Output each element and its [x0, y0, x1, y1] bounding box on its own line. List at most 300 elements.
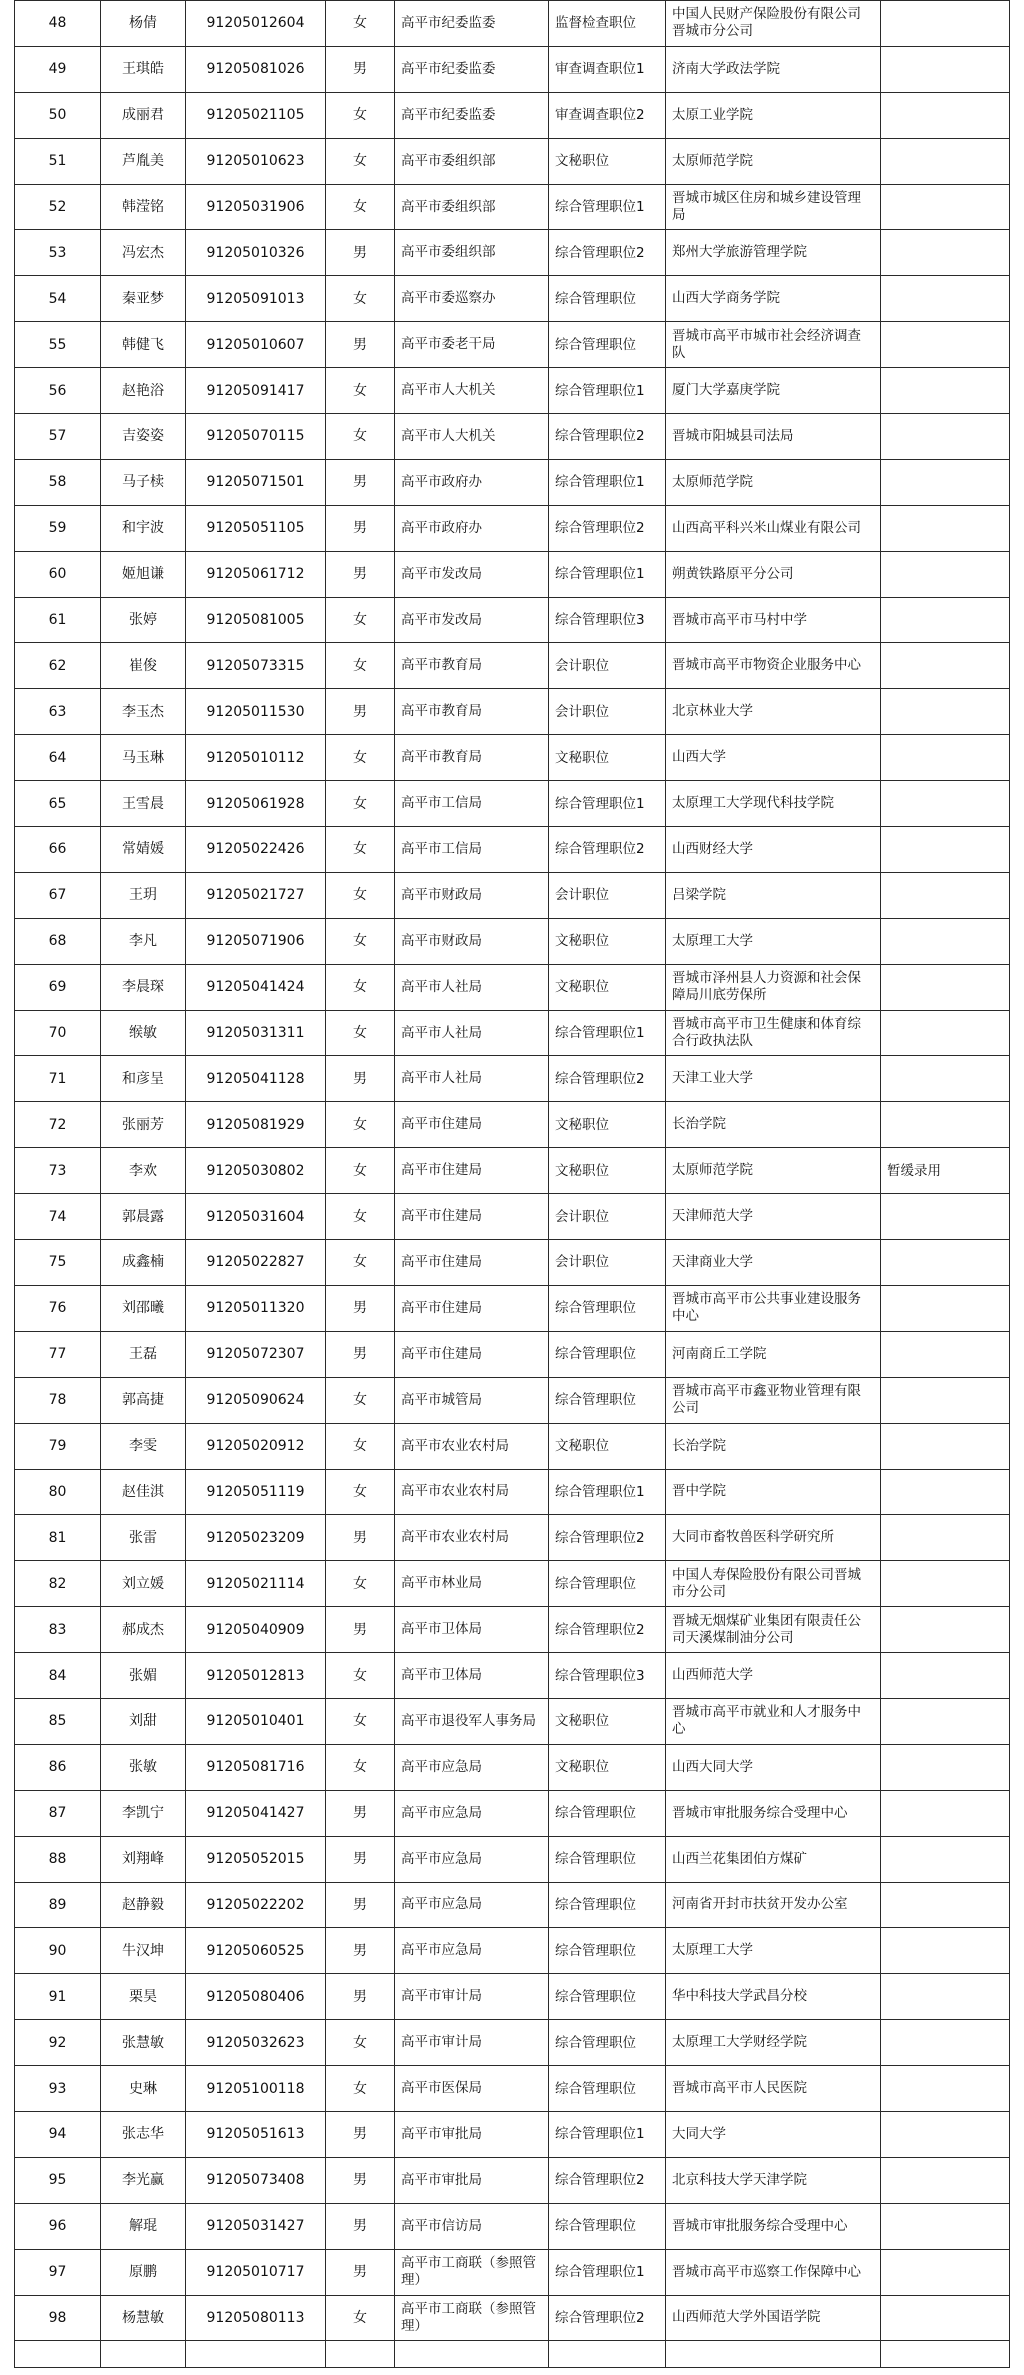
- table-row: [15, 2111, 1010, 2157]
- row-number-cell: 92: [15, 2020, 101, 2066]
- school-cell: 北京科技大学天津学院: [666, 2157, 881, 2203]
- table-row: [15, 1974, 1010, 2020]
- table-row: [15, 1423, 1010, 1469]
- school-cell: 山西师范大学: [666, 1653, 881, 1699]
- position-cell: 综合管理职位1: [549, 459, 666, 505]
- unit-cell: 高平市应急局: [395, 1882, 549, 1928]
- unit-cell: 高平市应急局: [395, 1744, 549, 1790]
- unit-cell: 高平市教育局: [395, 735, 549, 781]
- note-cell: [881, 1607, 1010, 1653]
- row-number-cell: 83: [15, 1607, 101, 1653]
- unit-cell: 高平市工商联（参照管理）: [395, 2295, 549, 2341]
- name-cell: 张敏: [101, 1744, 186, 1790]
- table-row: [15, 597, 1010, 643]
- unit-cell: 高平市审批局: [395, 2111, 549, 2157]
- school-cell: 中国人寿保险股份有限公司晋城市分公司: [666, 1561, 881, 1607]
- school-cell: 太原工业学院: [666, 92, 881, 138]
- gender-cell: 女: [326, 827, 395, 873]
- position-cell: 综合管理职位: [549, 1561, 666, 1607]
- row-number-cell: 91: [15, 1974, 101, 2020]
- table-row: [15, 735, 1010, 781]
- school-cell: 中国人民财产保险股份有限公司晋城市分公司: [666, 1, 881, 47]
- exam-id-cell: 91205012604: [186, 1, 326, 47]
- row-number-cell: 64: [15, 735, 101, 781]
- position-cell: 综合管理职位: [549, 1974, 666, 2020]
- unit-cell: 高平市委巡察办: [395, 276, 549, 322]
- position-cell: 文秘职位: [549, 918, 666, 964]
- exam-id-cell: 91205010717: [186, 2249, 326, 2295]
- name-cell: 成丽君: [101, 92, 186, 138]
- gender-cell: 女: [326, 1, 395, 47]
- exam-id-cell: 91205021105: [186, 92, 326, 138]
- table-row: [15, 1653, 1010, 1699]
- note-cell: [881, 689, 1010, 735]
- gender-cell: 女: [326, 2020, 395, 2066]
- gender-cell: 女: [326, 781, 395, 827]
- name-cell: 张雷: [101, 1515, 186, 1561]
- name-cell: 李凯宁: [101, 1790, 186, 1836]
- school-cell: 晋城市高平市巡察工作保障中心: [666, 2249, 881, 2295]
- school-cell: 晋城市高平市就业和人才服务中心: [666, 1698, 881, 1744]
- name-cell: 杨慧敏: [101, 2295, 186, 2341]
- position-cell: 会计职位: [549, 1240, 666, 1286]
- name-cell: 牛汉坤: [101, 1928, 186, 1974]
- name-cell: 常婧媛: [101, 827, 186, 873]
- name-cell: 刘立媛: [101, 1561, 186, 1607]
- exam-id-cell: 91205031427: [186, 2203, 326, 2249]
- note-cell: [881, 2020, 1010, 2066]
- note-cell: [881, 92, 1010, 138]
- row-number-cell: 61: [15, 597, 101, 643]
- table-row: [15, 322, 1010, 368]
- unit-cell: 高平市工商联（参照管理）: [395, 2249, 549, 2295]
- school-cell: 北京林业大学: [666, 689, 881, 735]
- school-cell: 晋城市高平市人民医院: [666, 2066, 881, 2112]
- row-number-cell: 75: [15, 1240, 101, 1286]
- position-cell: 综合管理职位: [549, 322, 666, 368]
- exam-id-cell: 91205071906: [186, 918, 326, 964]
- row-number-cell: 66: [15, 827, 101, 873]
- position-cell: 审查调查职位1: [549, 46, 666, 92]
- row-number-cell: 56: [15, 368, 101, 414]
- recruitment-table: [14, 0, 1010, 2368]
- note-cell: [881, 643, 1010, 689]
- table-row: [15, 230, 1010, 276]
- name-cell: 郝成杰: [101, 1607, 186, 1653]
- note-cell: [881, 138, 1010, 184]
- name-cell: 和彦呈: [101, 1056, 186, 1102]
- school-cell: 长治学院: [666, 1102, 881, 1148]
- table-row: [15, 276, 1010, 322]
- name-cell: 栗昊: [101, 1974, 186, 2020]
- table-row: [15, 827, 1010, 873]
- name-cell: 赵佳淇: [101, 1469, 186, 1515]
- unit-cell: 高平市医保局: [395, 2066, 549, 2112]
- name-cell: 李光赢: [101, 2157, 186, 2203]
- note-cell: [881, 1423, 1010, 1469]
- table-row: [15, 184, 1010, 230]
- school-cell: 晋城无烟煤矿业集团有限责任公司天溪煤制油分公司: [666, 1607, 881, 1653]
- row-number-cell: 78: [15, 1377, 101, 1423]
- exam-id-cell: 91205041128: [186, 1056, 326, 1102]
- school-cell: 山西高平科兴米山煤业有限公司: [666, 505, 881, 551]
- note-cell: [881, 1744, 1010, 1790]
- unit-cell: 高平市农业农村局: [395, 1515, 549, 1561]
- name-cell: 马玉琳: [101, 735, 186, 781]
- position-cell: 文秘职位: [549, 1423, 666, 1469]
- exam-id-cell: 91205081005: [186, 597, 326, 643]
- unit-cell: 高平市教育局: [395, 643, 549, 689]
- table-row: [15, 2020, 1010, 2066]
- school-cell: 济南大学政法学院: [666, 46, 881, 92]
- position-cell: 综合管理职位1: [549, 2111, 666, 2157]
- school-cell: 大同大学: [666, 2111, 881, 2157]
- unit-cell: 高平市人社局: [395, 1010, 549, 1056]
- name-cell: 李凡: [101, 918, 186, 964]
- note-cell: [881, 2157, 1010, 2203]
- note-cell: [881, 2066, 1010, 2112]
- unit-cell: 高平市工信局: [395, 781, 549, 827]
- row-number-cell: 93: [15, 2066, 101, 2112]
- exam-id-cell: 91205073315: [186, 643, 326, 689]
- table-row: [15, 1010, 1010, 1056]
- row-number-cell: 80: [15, 1469, 101, 1515]
- school-cell: 晋城市高平市公共事业建设服务中心: [666, 1285, 881, 1331]
- gender-cell: 男: [326, 2111, 395, 2157]
- name-cell: 韩滢铭: [101, 184, 186, 230]
- note-cell: [881, 1928, 1010, 1974]
- note-cell: [881, 1836, 1010, 1882]
- name-cell: 郭高捷: [101, 1377, 186, 1423]
- position-cell: 会计职位: [549, 689, 666, 735]
- unit-cell: 高平市退役军人事务局: [395, 1698, 549, 1744]
- name-cell: 崔俊: [101, 643, 186, 689]
- school-cell: 太原理工大学财经学院: [666, 2020, 881, 2066]
- note-cell: [881, 1377, 1010, 1423]
- school-cell: 晋城市泽州县人力资源和社会保障局川底劳保所: [666, 964, 881, 1010]
- row-number-cell: 89: [15, 1882, 101, 1928]
- row-number-cell: 94: [15, 2111, 101, 2157]
- exam-id-cell: 91205100118: [186, 2066, 326, 2112]
- name-cell: 王雪晨: [101, 781, 186, 827]
- exam-id-cell: 91205051105: [186, 505, 326, 551]
- name-cell: 杨倩: [101, 1, 186, 47]
- exam-id-cell: 91205040909: [186, 1607, 326, 1653]
- unit-cell: 高平市农业农村局: [395, 1423, 549, 1469]
- exam-id-cell: 91205080406: [186, 1974, 326, 2020]
- gender-cell: 女: [326, 1148, 395, 1194]
- row-number-cell: 67: [15, 872, 101, 918]
- gender-cell: 男: [326, 1836, 395, 1882]
- position-cell: 会计职位: [549, 872, 666, 918]
- row-number-cell: 48: [15, 1, 101, 47]
- table-row: [15, 1194, 1010, 1240]
- row-number-cell: 88: [15, 1836, 101, 1882]
- name-cell: 张媚: [101, 1653, 186, 1699]
- name-cell: 秦亚梦: [101, 276, 186, 322]
- position-cell: 文秘职位: [549, 1744, 666, 1790]
- name-cell: 张志华: [101, 2111, 186, 2157]
- unit-cell: 高平市委组织部: [395, 230, 549, 276]
- note-cell: [881, 2341, 1010, 2368]
- position-cell: 文秘职位: [549, 1698, 666, 1744]
- gender-cell: 女: [326, 414, 395, 460]
- gender-cell: 女: [326, 1561, 395, 1607]
- exam-id-cell: 91205052015: [186, 1836, 326, 1882]
- unit-cell: 高平市应急局: [395, 1790, 549, 1836]
- row-number-cell: 98: [15, 2295, 101, 2341]
- gender-cell: 女: [326, 918, 395, 964]
- note-cell: [881, 918, 1010, 964]
- note-cell: [881, 1102, 1010, 1148]
- table-row: [15, 1928, 1010, 1974]
- row-number-cell: 68: [15, 918, 101, 964]
- note-cell: [881, 1974, 1010, 2020]
- unit-cell: 高平市住建局: [395, 1240, 549, 1286]
- row-number-cell: 81: [15, 1515, 101, 1561]
- school-cell: 晋城市审批服务综合受理中心: [666, 2203, 881, 2249]
- school-cell: 大同市畜牧兽医科学研究所: [666, 1515, 881, 1561]
- gender-cell: 女: [326, 1469, 395, 1515]
- table-row: [15, 1377, 1010, 1423]
- school-cell: 晋城市阳城县司法局: [666, 414, 881, 460]
- name-cell: 缑敏: [101, 1010, 186, 1056]
- position-cell: 文秘职位: [549, 138, 666, 184]
- table-row: [15, 551, 1010, 597]
- note-cell: [881, 1285, 1010, 1331]
- table-row: [15, 1331, 1010, 1377]
- school-cell: [666, 2341, 881, 2368]
- school-cell: 天津师范大学: [666, 1194, 881, 1240]
- row-number-cell: 60: [15, 551, 101, 597]
- position-cell: 综合管理职位3: [549, 597, 666, 643]
- school-cell: 晋城市高平市卫生健康和体育综合行政执法队: [666, 1010, 881, 1056]
- name-cell: 张婷: [101, 597, 186, 643]
- exam-id-cell: [186, 2341, 326, 2368]
- exam-id-cell: 91205051613: [186, 2111, 326, 2157]
- name-cell: 刘翔峰: [101, 1836, 186, 1882]
- unit-cell: 高平市财政局: [395, 918, 549, 964]
- exam-id-cell: 91205090624: [186, 1377, 326, 1423]
- gender-cell: 男: [326, 1790, 395, 1836]
- unit-cell: 高平市纪委监委: [395, 92, 549, 138]
- position-cell: 审查调查职位2: [549, 92, 666, 138]
- gender-cell: 女: [326, 735, 395, 781]
- unit-cell: 高平市人社局: [395, 964, 549, 1010]
- school-cell: 河南商丘工学院: [666, 1331, 881, 1377]
- table-row: [15, 2203, 1010, 2249]
- gender-cell: 女: [326, 1102, 395, 1148]
- gender-cell: 男: [326, 551, 395, 597]
- table-row: [15, 1102, 1010, 1148]
- school-cell: 山西财经大学: [666, 827, 881, 873]
- gender-cell: 男: [326, 1285, 395, 1331]
- note-cell: [881, 964, 1010, 1010]
- exam-id-cell: 91205021114: [186, 1561, 326, 1607]
- name-cell: 刘邵曦: [101, 1285, 186, 1331]
- row-number-cell: 58: [15, 459, 101, 505]
- position-cell: 综合管理职位: [549, 1928, 666, 1974]
- row-number-cell: 73: [15, 1148, 101, 1194]
- note-cell: [881, 827, 1010, 873]
- exam-id-cell: 91205041424: [186, 964, 326, 1010]
- name-cell: 李欢: [101, 1148, 186, 1194]
- row-number-cell: 55: [15, 322, 101, 368]
- position-cell: 会计职位: [549, 643, 666, 689]
- note-cell: [881, 1331, 1010, 1377]
- name-cell: 张丽芳: [101, 1102, 186, 1148]
- table-row: [15, 1561, 1010, 1607]
- exam-id-cell: 91205031311: [186, 1010, 326, 1056]
- note-cell: [881, 551, 1010, 597]
- position-cell: 综合管理职位1: [549, 551, 666, 597]
- school-cell: 山西大同大学: [666, 1744, 881, 1790]
- note-cell: [881, 1561, 1010, 1607]
- table-row: [15, 92, 1010, 138]
- position-cell: 综合管理职位1: [549, 2249, 666, 2295]
- exam-id-cell: 91205022202: [186, 1882, 326, 1928]
- exam-id-cell: 91205011530: [186, 689, 326, 735]
- gender-cell: 女: [326, 1744, 395, 1790]
- row-number-cell: 54: [15, 276, 101, 322]
- school-cell: 太原师范学院: [666, 459, 881, 505]
- position-cell: 会计职位: [549, 1194, 666, 1240]
- gender-cell: [326, 2341, 395, 2368]
- name-cell: 吉姿姿: [101, 414, 186, 460]
- table-body: [15, 1, 1010, 2368]
- school-cell: 晋城市高平市鑫亚物业管理有限公司: [666, 1377, 881, 1423]
- gender-cell: 男: [326, 2249, 395, 2295]
- gender-cell: 女: [326, 92, 395, 138]
- unit-cell: 高平市委组织部: [395, 138, 549, 184]
- note-cell: [881, 1240, 1010, 1286]
- unit-cell: 高平市卫体局: [395, 1653, 549, 1699]
- note-cell: [881, 781, 1010, 827]
- school-cell: 吕梁学院: [666, 872, 881, 918]
- position-cell: 综合管理职位2: [549, 1515, 666, 1561]
- school-cell: 天津商业大学: [666, 1240, 881, 1286]
- name-cell: 王磊: [101, 1331, 186, 1377]
- position-cell: 综合管理职位1: [549, 781, 666, 827]
- note-cell: [881, 1, 1010, 47]
- exam-id-cell: 91205072307: [186, 1331, 326, 1377]
- school-cell: 厦门大学嘉庚学院: [666, 368, 881, 414]
- note-cell: [881, 368, 1010, 414]
- gender-cell: 男: [326, 1882, 395, 1928]
- position-cell: 综合管理职位1: [549, 1469, 666, 1515]
- row-number-cell: 87: [15, 1790, 101, 1836]
- note-cell: [881, 46, 1010, 92]
- gender-cell: 男: [326, 322, 395, 368]
- name-cell: 王玥: [101, 872, 186, 918]
- table-row: [15, 781, 1010, 827]
- unit-cell: 高平市林业局: [395, 1561, 549, 1607]
- gender-cell: 女: [326, 872, 395, 918]
- name-cell: [101, 2341, 186, 2368]
- unit-cell: 高平市人大机关: [395, 414, 549, 460]
- exam-id-cell: 91205061928: [186, 781, 326, 827]
- note-cell: [881, 1790, 1010, 1836]
- table-row: [15, 368, 1010, 414]
- exam-id-cell: 91205080113: [186, 2295, 326, 2341]
- unit-cell: 高平市审计局: [395, 2020, 549, 2066]
- position-cell: 综合管理职位: [549, 2020, 666, 2066]
- note-cell: [881, 1010, 1010, 1056]
- gender-cell: 女: [326, 1653, 395, 1699]
- gender-cell: 男: [326, 505, 395, 551]
- table-row: [15, 872, 1010, 918]
- position-cell: 综合管理职位: [549, 1790, 666, 1836]
- position-cell: 综合管理职位: [549, 2203, 666, 2249]
- gender-cell: 男: [326, 2203, 395, 2249]
- exam-id-cell: 91205041427: [186, 1790, 326, 1836]
- note-cell: [881, 1194, 1010, 1240]
- exam-id-cell: 91205022827: [186, 1240, 326, 1286]
- note-cell: [881, 1698, 1010, 1744]
- table-row: [15, 138, 1010, 184]
- position-cell: 文秘职位: [549, 735, 666, 781]
- gender-cell: 男: [326, 1331, 395, 1377]
- school-cell: 晋城市高平市马村中学: [666, 597, 881, 643]
- exam-id-cell: 91205022426: [186, 827, 326, 873]
- note-cell: [881, 2295, 1010, 2341]
- school-cell: 朔黄铁路原平分公司: [666, 551, 881, 597]
- position-cell: 综合管理职位2: [549, 414, 666, 460]
- position-cell: 综合管理职位2: [549, 2295, 666, 2341]
- unit-cell: 高平市委老干局: [395, 322, 549, 368]
- table-row: [15, 2249, 1010, 2295]
- unit-cell: 高平市住建局: [395, 1331, 549, 1377]
- position-cell: 综合管理职位2: [549, 230, 666, 276]
- position-cell: 综合管理职位2: [549, 2157, 666, 2203]
- gender-cell: 男: [326, 1607, 395, 1653]
- name-cell: 李雯: [101, 1423, 186, 1469]
- unit-cell: 高平市政府办: [395, 459, 549, 505]
- unit-cell: 高平市发改局: [395, 551, 549, 597]
- position-cell: 综合管理职位2: [549, 1607, 666, 1653]
- name-cell: 赵静毅: [101, 1882, 186, 1928]
- unit-cell: 高平市卫体局: [395, 1607, 549, 1653]
- unit-cell: 高平市教育局: [395, 689, 549, 735]
- name-cell: 原鹏: [101, 2249, 186, 2295]
- table-row: [15, 689, 1010, 735]
- name-cell: 赵艳浴: [101, 368, 186, 414]
- exam-id-cell: 91205081929: [186, 1102, 326, 1148]
- position-cell: 文秘职位: [549, 1148, 666, 1194]
- exam-id-cell: 91205032623: [186, 2020, 326, 2066]
- gender-cell: 女: [326, 1698, 395, 1744]
- unit-cell: 高平市住建局: [395, 1194, 549, 1240]
- table-row: [15, 1790, 1010, 1836]
- position-cell: 文秘职位: [549, 964, 666, 1010]
- table-row: [15, 918, 1010, 964]
- position-cell: 综合管理职位: [549, 1836, 666, 1882]
- school-cell: 长治学院: [666, 1423, 881, 1469]
- school-cell: 山西大学商务学院: [666, 276, 881, 322]
- row-number-cell: 71: [15, 1056, 101, 1102]
- row-number-cell: 84: [15, 1653, 101, 1699]
- row-number-cell: 77: [15, 1331, 101, 1377]
- table-row: [15, 46, 1010, 92]
- exam-id-cell: 91205010401: [186, 1698, 326, 1744]
- name-cell: 韩健飞: [101, 322, 186, 368]
- note-cell: 暂缓录用: [881, 1148, 1010, 1194]
- exam-id-cell: 91205021727: [186, 872, 326, 918]
- row-number-cell: 85: [15, 1698, 101, 1744]
- row-number-cell: 51: [15, 138, 101, 184]
- name-cell: 刘甜: [101, 1698, 186, 1744]
- position-cell: 综合管理职位: [549, 1882, 666, 1928]
